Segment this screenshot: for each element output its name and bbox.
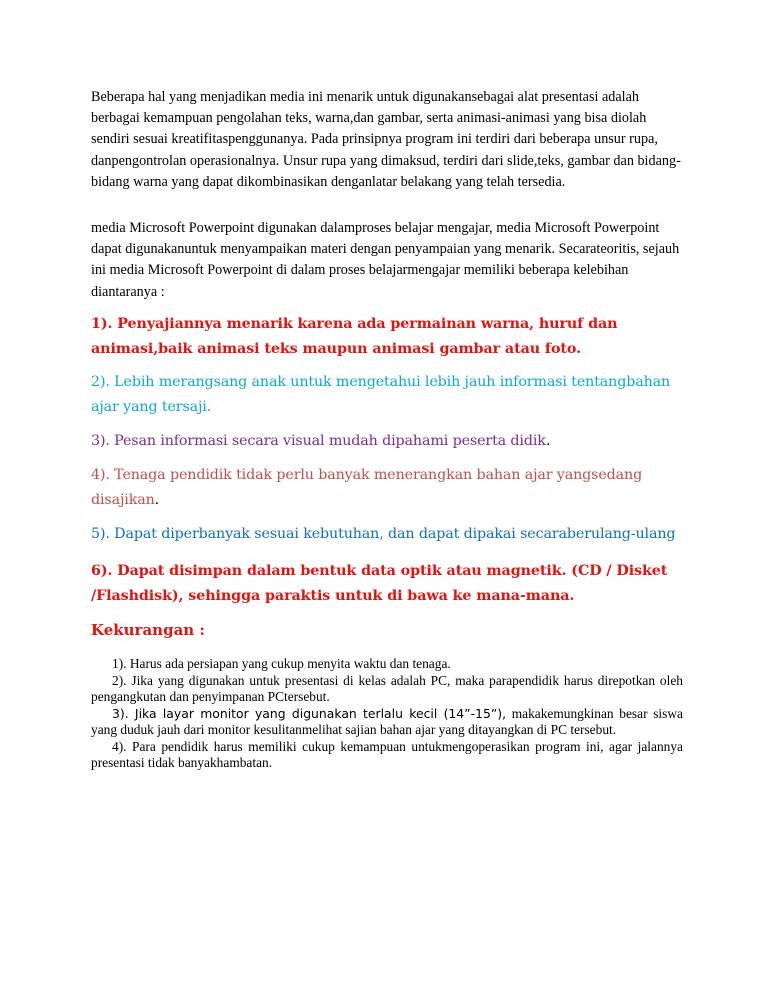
disadvantage-item-2: 2). Jika yang digunakan untuk presentasi di kelas adalah PC, maka parapendidik harus direpotkan oleh pengangkutan dan penyimpanan PCtersebut.	[91, 672, 683, 704]
disadvantages-heading: Kekurangan :	[91, 621, 205, 639]
advantage-item-3	[91, 429, 683, 454]
advantage-item-4-period: .	[154, 492, 160, 508]
disadvantage-item-3	[91, 706, 683, 739]
advantage-item-2: 2). Lebih merangsang anak untuk mengetahui lebih jauh informasi tentangbahan ajar yang tersaji.	[91, 374, 671, 415]
advantage-item-3-text: 3). Pesan informasi secara visual mudah dipahami peserta didik	[91, 433, 546, 449]
advantage-item-4	[91, 463, 683, 513]
advantage-item-5: 5). Dapat diperbanyak sesuai kebutuhan, dan dapat dipakai secaraberulang-ulang	[91, 526, 676, 542]
disadvantage-item-3-prefix: 3). Jika layar monitor yang digunakan terlalu kecil (14”-15”),	[112, 705, 507, 721]
intro-paragraph: Beberapa hal yang menjadikan media ini menarik untuk digunakansebagai alat presentasi adalah berbagai kemampuan pengolahan teks, warna,dan gambar, serta animasi-animasi yang bisa diolah sendiri sesuai kreatifitaspenggunanya. Pada prinsipnya program ini terdiri dari beberapa unsur rupa, danpengontrolan operasionalnya. Unsur rupa yang dimaksud, terdiri dari slide,teks, gambar dan bidang-bidang warna yang dapat dikombinasikan denganlatar belakang yang telah tersedia.	[91, 89, 681, 190]
advantage-item-6: 6). Dapat disimpan dalam bentuk data optik atau magnetik. (CD / Disket /Flashdisk), sehingga paraktis untuk di bawa ke mana-mana.	[91, 563, 668, 604]
media-paragraph: media Microsoft Powerpoint digunakan dalamproses belajar mengajar, media Microsoft Powerpoint dapat digunakanuntuk menyampaikan materi dengan penyampaian yang menarik. Secarateoritis, sejauh ini media Microsoft Powerpoint di dalam proses belajarmengajar memiliki beberapa kelebihan diantaranya :	[91, 220, 680, 300]
disadvantages-list	[91, 656, 683, 772]
disadvantage-item-4: 4). Para pendidik harus memiliki cukup kemampuan untukmengoperasikan program ini, agar jalannya presentasi tidak banyakhambatan.	[91, 738, 683, 770]
advantage-item-1: 1). Penyajiannya menarik karena ada permainan warna, huruf dan animasi,baik animasi teks maupun animasi gambar atau foto.	[91, 316, 618, 357]
advantage-item-3-period: .	[545, 433, 551, 449]
disadvantage-item-1: 1). Harus ada persiapan yang cukup menyita waktu dan tenaga.	[112, 656, 451, 671]
advantage-item-4-text: 4). Tenaga pendidik tidak perlu banyak menerangkan bahan ajar yangsedang disajikan	[91, 467, 643, 508]
disadvantage-item-3-rest: makakemungkinan besar siswa yang duduk jauh dari monitor kesulitanmelihat sajian bahan ajar yang ditayangkan di PC tersebut.	[91, 705, 683, 737]
